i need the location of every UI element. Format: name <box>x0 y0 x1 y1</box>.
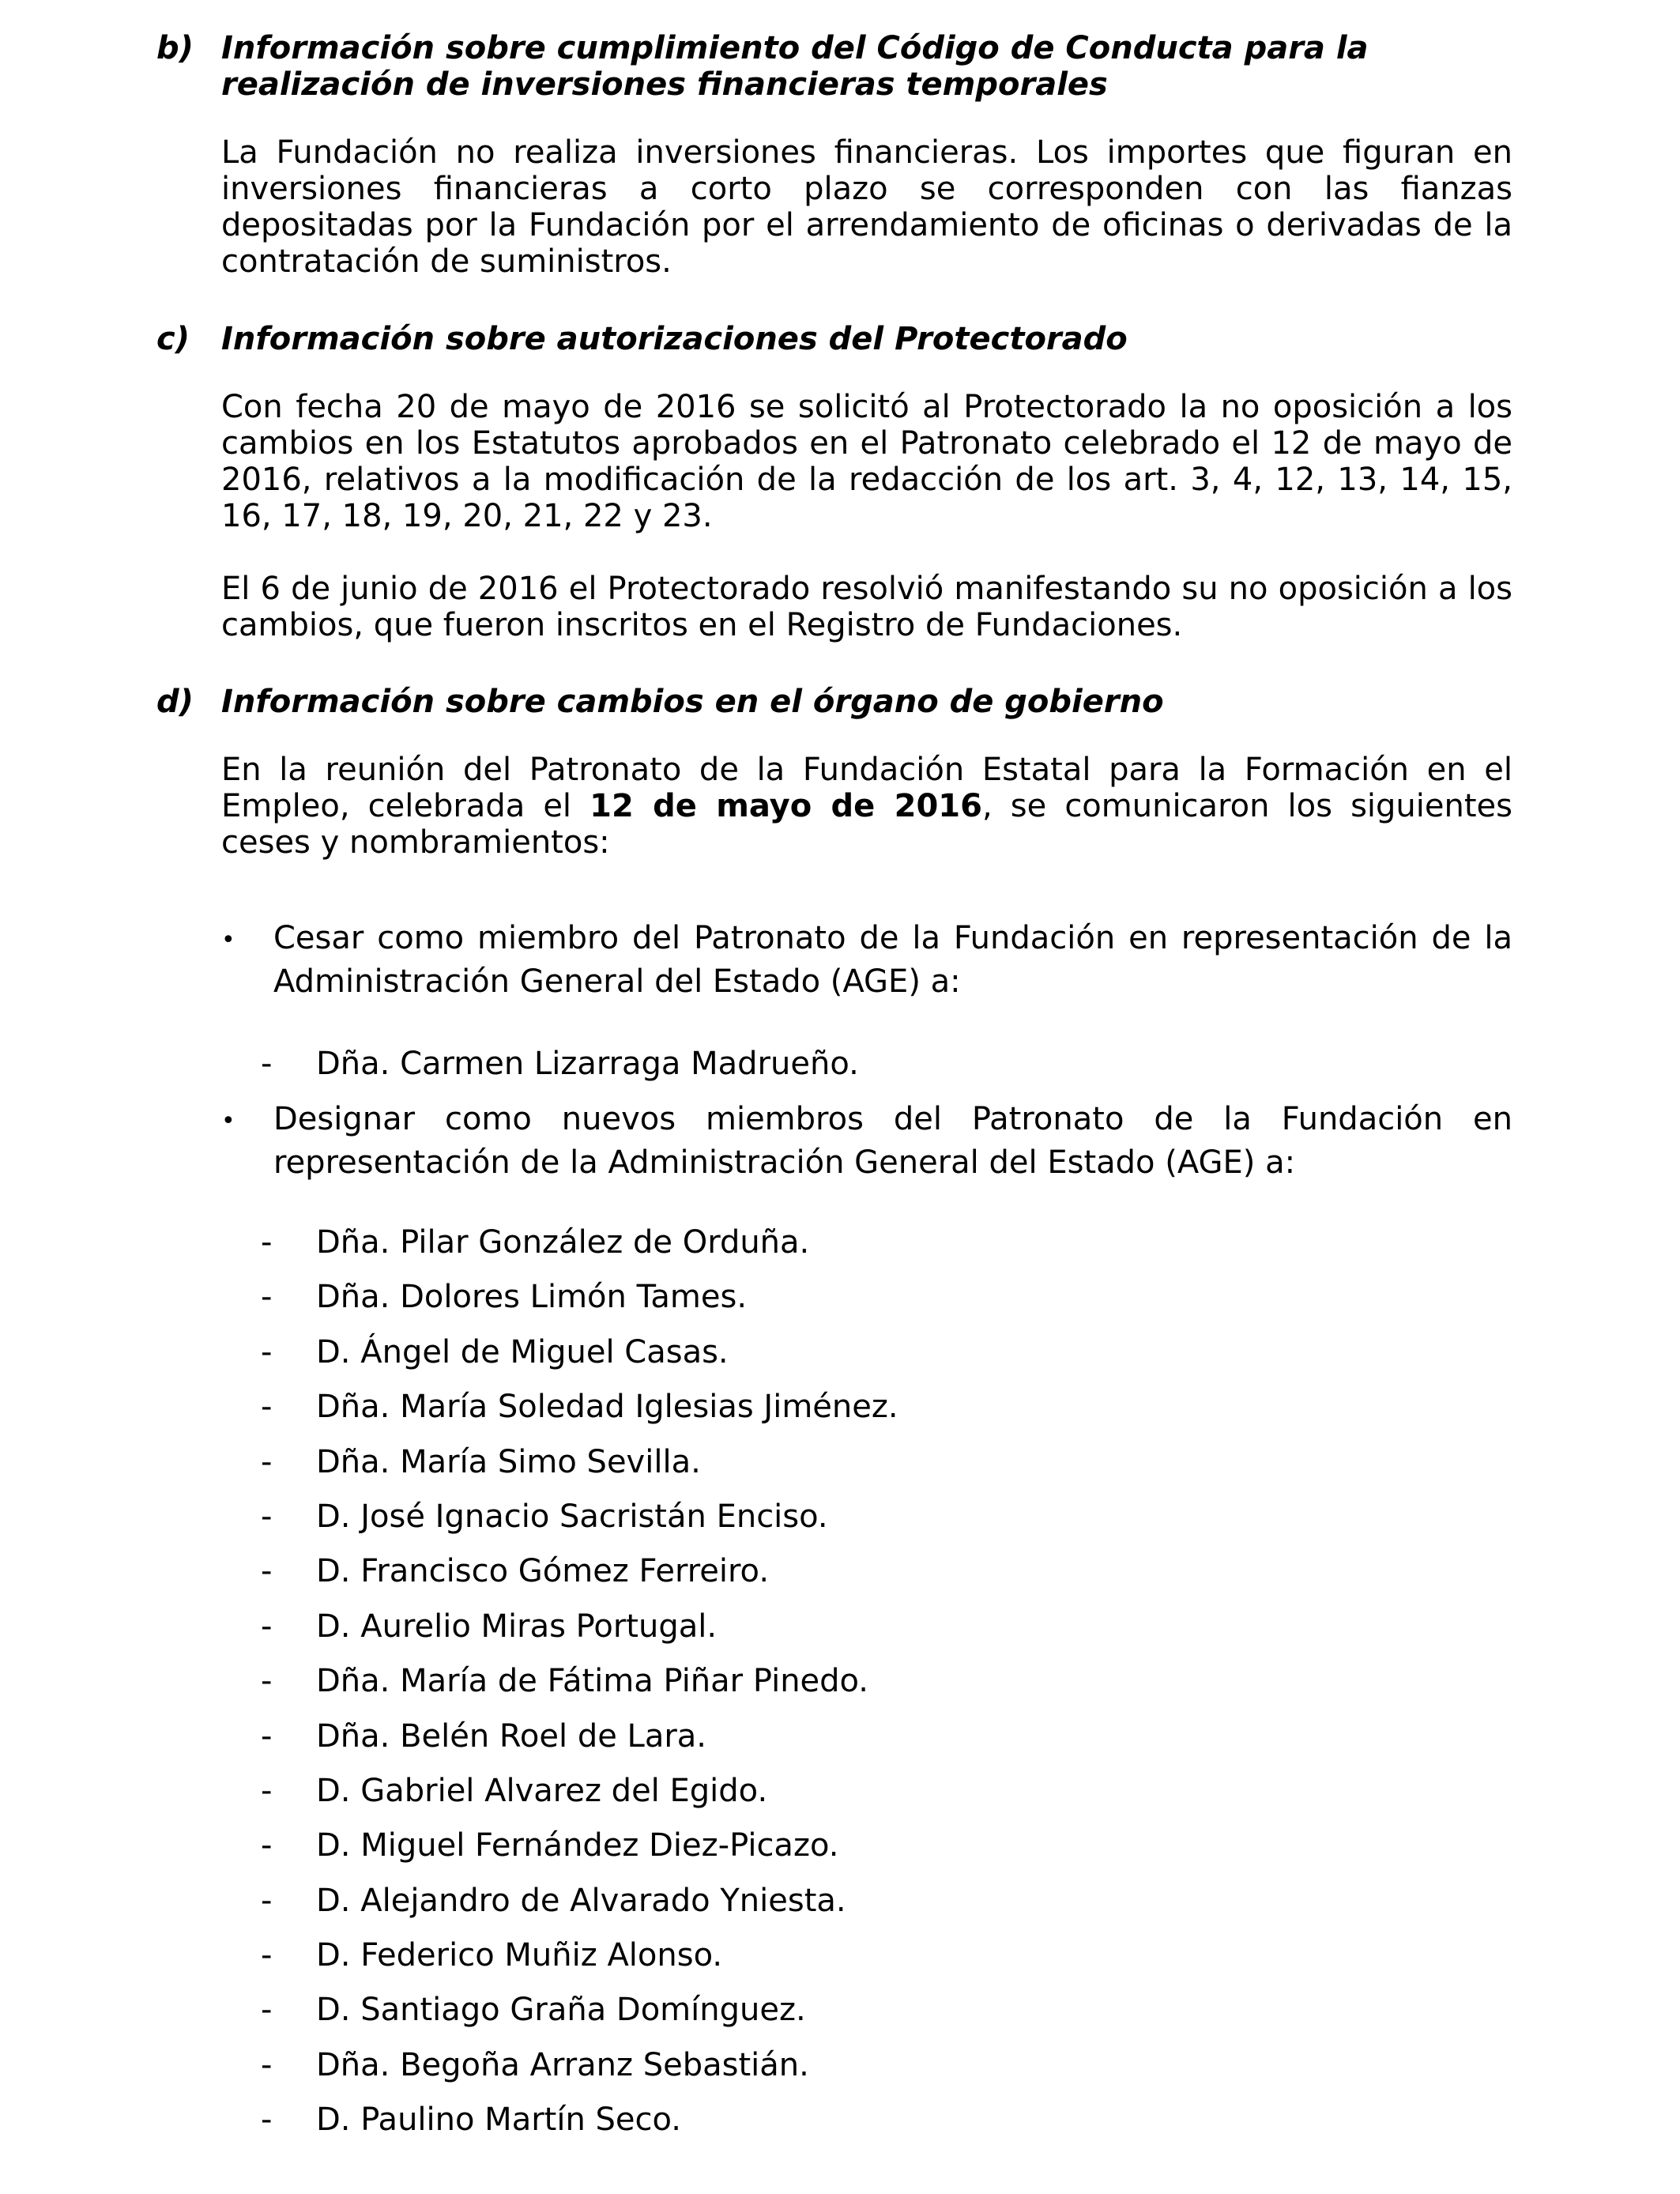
list-item <box>261 1389 1446 1443</box>
section-c-title: Información sobre autorizaciones del Protectorado <box>221 321 1128 357</box>
dash-mark: - <box>261 1046 273 1082</box>
dash-mark: - <box>261 1553 273 1590</box>
section-d-letter: d) <box>156 684 194 720</box>
dash-mark: - <box>261 1443 273 1480</box>
dash-mark: - <box>261 1224 273 1261</box>
person-name: D. José Ignacio Sacristán Enciso. <box>316 1498 828 1535</box>
person-name: D. Francisco Gómez Ferreiro. <box>316 1553 770 1590</box>
section-b-paragraph: La Fundación no realiza inversiones financieras. Los importes que figuran en inversiones financieras a corto plazo se corresponden con las fianzas depositadas por la Fundación por el arrendamiento de oficinas o derivadas de la contratación de suministros. <box>221 134 1512 280</box>
list-item <box>261 2102 1446 2156</box>
dash-mark: - <box>261 1882 273 1919</box>
person-name: D. Gabriel Alvarez del Egido. <box>316 1772 768 1809</box>
section-d-meeting-date: 12 de mayo de 2016 <box>590 788 982 824</box>
list-item <box>261 1718 1446 1773</box>
section-d-title: Información sobre cambios en el órgano de gobierno <box>221 684 1164 720</box>
dash-mark: - <box>261 1279 273 1316</box>
list-item <box>261 1827 1446 1882</box>
dash-mark: - <box>261 1937 273 1974</box>
dash-mark: - <box>261 1333 273 1370</box>
list-item <box>261 1992 1446 2046</box>
section-b <box>156 30 1512 280</box>
dash-mark: - <box>261 1772 273 1809</box>
dash-mark: - <box>261 1717 273 1755</box>
section-b-heading <box>156 30 1512 103</box>
list-item <box>261 1663 1446 1717</box>
dash-mark: - <box>261 1608 273 1645</box>
dash-mark: - <box>261 1498 273 1535</box>
list-item <box>221 917 1512 1004</box>
bullet-cesar <box>221 917 1512 1004</box>
person-name: Dña. Begoña Arranz Sebastián. <box>316 2046 809 2083</box>
section-d-paragraph <box>221 752 1512 861</box>
list-item <box>261 1553 1446 1608</box>
bullet-text: Designar como nuevos miembros del Patronato de la Fundación en representación de la Administración General del Estado (AGE) a: <box>273 1101 1512 1181</box>
cesar-names-list <box>261 1046 1446 1100</box>
person-name: D. Paulino Martín Seco. <box>316 2102 681 2139</box>
dash-mark: - <box>261 1827 273 1864</box>
person-name: Dña. Belén Roel de Lara. <box>316 1717 707 1755</box>
person-name: D. Santiago Graña Domínguez. <box>316 1992 806 2029</box>
list-item <box>261 1773 1446 1827</box>
list-item <box>261 1046 1446 1100</box>
person-name: Dña. María de Fátima Piñar Pinedo. <box>316 1663 869 1700</box>
designar-names-list <box>261 1224 1446 2157</box>
person-name: D. Federico Muñiz Alonso. <box>316 1937 723 1974</box>
list-item <box>261 1608 1446 1663</box>
person-name: Dña. Pilar González de Orduña. <box>316 1224 810 1261</box>
list-item <box>261 1498 1446 1553</box>
bullet-mark: • <box>221 926 235 954</box>
dash-mark: - <box>261 2102 273 2139</box>
section-c-paragraph-1: Con fecha 20 de mayo de 2016 se solicitó al Protectorado la no oposición a los cambios en los Estatutos aprobados en el Patronato celebrado el 12 de mayo de 2016, relativos a la modificación de la redacción de los art. 3, 4, 12, 13, 14, 15, 16, 17, 18, 19, 20, 21, 22 y 23. <box>221 389 1512 534</box>
section-b-title: Información sobre cumplimiento del Código de Conducta para la realización de inversiones financieras temporales <box>221 30 1369 103</box>
person-name: D. Miguel Fernández Diez-Picazo. <box>316 1827 839 1864</box>
bullet-mark: • <box>221 1107 235 1135</box>
person-name: D. Ángel de Miguel Casas. <box>316 1333 729 1370</box>
bullet-designar <box>221 1098 1512 1185</box>
person-name: Dña. Carmen Lizarraga Madrueño. <box>316 1046 859 1082</box>
person-name: Dña. María Soledad Iglesias Jiménez. <box>316 1389 898 1426</box>
section-c-paragraph-2: El 6 de junio de 2016 el Protectorado resolvió manifestando su no oposición a los cambios, que fueron inscritos en el Registro de Fundaciones. <box>221 571 1512 643</box>
section-d <box>156 684 1512 861</box>
person-name: D. Aurelio Miras Portugal. <box>316 1608 718 1645</box>
bullet-text: Cesar como miembro del Patronato de la Fundación en representación de la Administración General del Estado (AGE) a: <box>273 920 1512 1000</box>
section-b-letter: b) <box>156 30 194 66</box>
section-d-heading <box>156 684 1512 720</box>
list-item <box>261 1224 1446 1279</box>
section-d-paragraph-after: , se comunicaron los siguientes ceses y nombramientos: <box>221 788 1512 861</box>
list-item <box>261 1444 1446 1498</box>
list-item <box>261 2047 1446 2102</box>
list-item <box>261 1334 1446 1389</box>
dash-mark: - <box>261 1992 273 2029</box>
dash-mark: - <box>261 1663 273 1700</box>
section-c-heading <box>156 321 1512 357</box>
section-c-letter: c) <box>156 321 190 357</box>
person-name: Dña. María Simo Sevilla. <box>316 1443 701 1480</box>
list-item <box>261 1279 1446 1333</box>
person-name: D. Alejandro de Alvarado Yniesta. <box>316 1882 846 1919</box>
list-item <box>221 1098 1512 1185</box>
section-d-paragraph-before: En la reunión del Patronato de la Fundación Estatal para la Formación en el Empleo, celebrada el <box>221 752 1512 824</box>
section-c <box>156 321 1512 643</box>
person-name: Dña. Dolores Limón Tames. <box>316 1279 748 1316</box>
dash-mark: - <box>261 2046 273 2083</box>
list-item <box>261 1937 1446 1992</box>
dash-mark: - <box>261 1389 273 1426</box>
list-item <box>261 1883 1446 1937</box>
